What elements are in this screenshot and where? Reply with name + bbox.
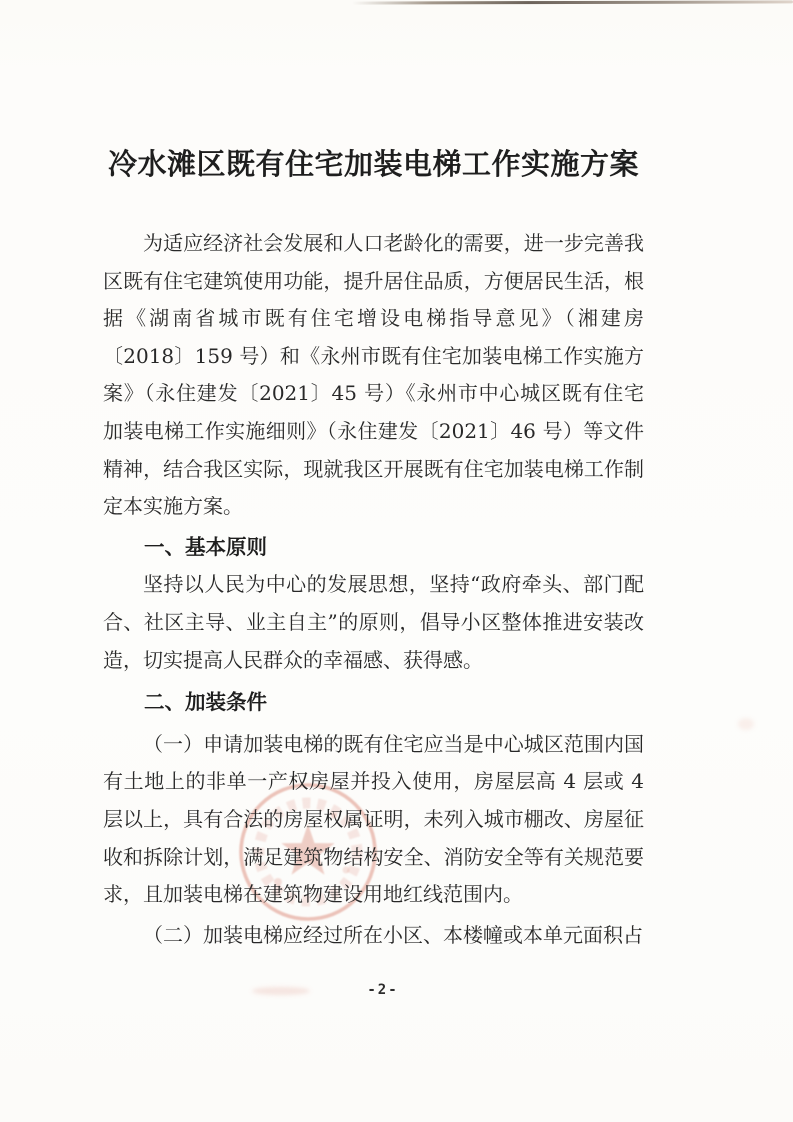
scan-edge-artifact: [352, 0, 793, 4]
document-title: 冷水滩区既有住宅加装电梯工作实施方案: [107, 147, 639, 181]
document-body: [103, 141, 644, 954]
condition-1-paragraph: （一）申请加装电梯的既有住宅应当是中心城区范围内国有土地上的非单一产权房屋并投入使用，房屋层高 4 层或 4 层以上，具有合法的房屋权属证明，未列入城市棚改、房屋征收和拆除计划，满足建筑物结构安全、消防安全等有关规范要求，且加装电梯在建筑物建设用地红线范围内。: [103, 731, 644, 907]
section-heading-basic-principles: 一、基本原则: [144, 534, 267, 559]
principles-paragraph: 坚持以人民为中心的发展思想，坚持“政府牵头、部门配合、社区主导、业主自主”的原则，倡导小区整体推进安装改造，切实提高人民群众的幸福感、获得感。: [103, 572, 644, 672]
page-number: -2-: [367, 982, 399, 998]
intro-paragraph: 为适应经济社会发展和人口老龄化的需要，进一步完善我区既有住宅建筑使用功能，提升居住品质，方便居民生活，根据《湖南省城市既有住宅增设电梯指导意见》（湘建房〔2018〕159 号）和《永州市既有住宅加装电梯工作实施方案》（永住建发〔2021〕45 号）《永州市中心城区既有住宅加装电梯工作实施细则》（永住建发〔2021〕46 号）等文件精神，结合我区实际，现就我区开展既有住宅加装电梯工作制定本实施方案。: [103, 231, 644, 519]
condition-2-paragraph-truncated: （二）加装电梯应经过所在小区、本楼幢或本单元面积占: [143, 922, 643, 947]
scan-speck-artifact: [738, 718, 754, 730]
section-heading-installation-conditions: 二、加装条件: [144, 690, 267, 715]
